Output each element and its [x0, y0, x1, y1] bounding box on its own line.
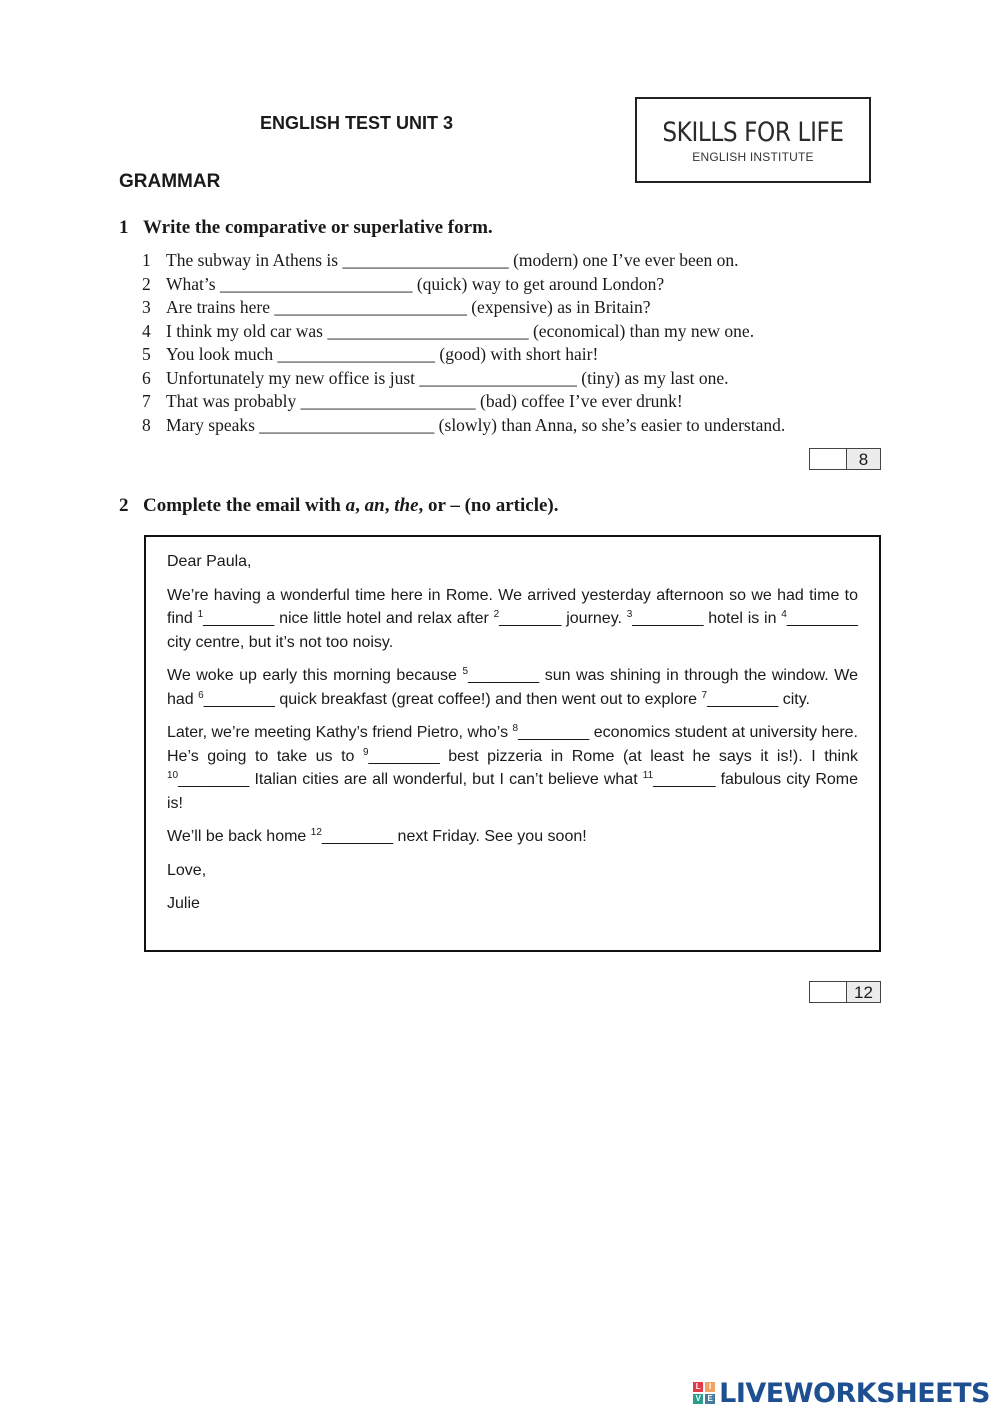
email-greeting: Dear Paula,: [167, 553, 252, 570]
exercise1-instruction: Write the comparative or superlative form.: [143, 217, 493, 238]
exercise2-number: 2: [119, 495, 129, 516]
list-item: 8 Mary speaks ____________________ (slowly) than Anna, so she’s easier to understand.: [142, 414, 786, 435]
institute-logo: [635, 97, 871, 183]
email-paragraph: Later, we’re meeting Kathy’s friend Pietro, who’s $^8$________ economics student at university here. He’s going to take us to $^9$________ best pizzeria in Rome (at least he says it is!). I think $^{10}$________ Italian cities are all wonderful, but I can’t believe what $^{11}$_______ fabulous city Rome is!: [167, 723, 859, 812]
list-item: 5 You look much __________________ (good) with short hair!: [142, 344, 599, 364]
test-title: ENGLISH TEST UNIT 3: [260, 113, 454, 133]
email-paragraph: We’re having a wonderful time here in Rome. We arrived yesterday afternoon so we had time to find $^1$________ nice little hotel and relax after $^2$_______ journey. $^3$________ hotel is in $^4$________ city centre, but it’s not too noisy.: [167, 586, 858, 651]
email-paragraph: We woke up early this morning because $^5$________ sun was shining in through the window. We had $^6$________ quick breakfast (great coffee!) and then went out to explore $^7$________ city.: [167, 666, 858, 708]
exercise2-heading: 2 Complete the email with a, an, the, or – (no article).: [119, 495, 559, 516]
score-total: 8: [847, 449, 880, 469]
list-item: 2 What’s ______________________ (quick) way to get around London?: [142, 273, 665, 294]
score-input[interactable]: [810, 982, 847, 1002]
logo-sub-text: ENGLISH INSTITUTE: [692, 150, 814, 164]
email-closing: Love,: [167, 861, 207, 879]
list-item: 6 Unfortunately my new office is just __________________ (tiny) as my last one.: [142, 367, 729, 388]
list-item: 4 I think my old car was _______________________ (economical) than my new one.: [142, 320, 755, 341]
score-input[interactable]: [810, 449, 847, 469]
email-paragraph: We’ll be back home $^{12}$________ next Friday. See you soon!: [167, 827, 587, 845]
list-item: 3 Are trains here ______________________ (expensive) as in Britain?: [142, 297, 651, 317]
email-signature: Julie: [167, 895, 200, 912]
exercise1-list: [142, 249, 785, 437]
exercise2-score-box: [809, 981, 881, 1003]
liveworksheets-logo[interactable]: [693, 1376, 990, 1410]
liveworksheets-icon: L I V E: [693, 1382, 715, 1404]
list-item: 7 That was probably ____________________ (bad) coffee I’ve ever drunk!: [142, 391, 683, 411]
list-item: 1 The subway in Athens is ___________________ (modern) one I’ve ever been on.: [142, 250, 739, 270]
email-body: [167, 550, 858, 926]
email-box: [144, 535, 881, 952]
exercise1-number: 1: [119, 217, 129, 238]
liveworksheets-brand: LIVEWORKSHEETS: [719, 1377, 990, 1409]
score-total: 12: [847, 982, 880, 1002]
exercise1-heading: [119, 217, 493, 239]
section-title: GRAMMAR: [119, 171, 221, 192]
logo-main-text: SKILLS FOR LIFE: [662, 117, 844, 148]
exercise1-score-box: [809, 448, 881, 470]
